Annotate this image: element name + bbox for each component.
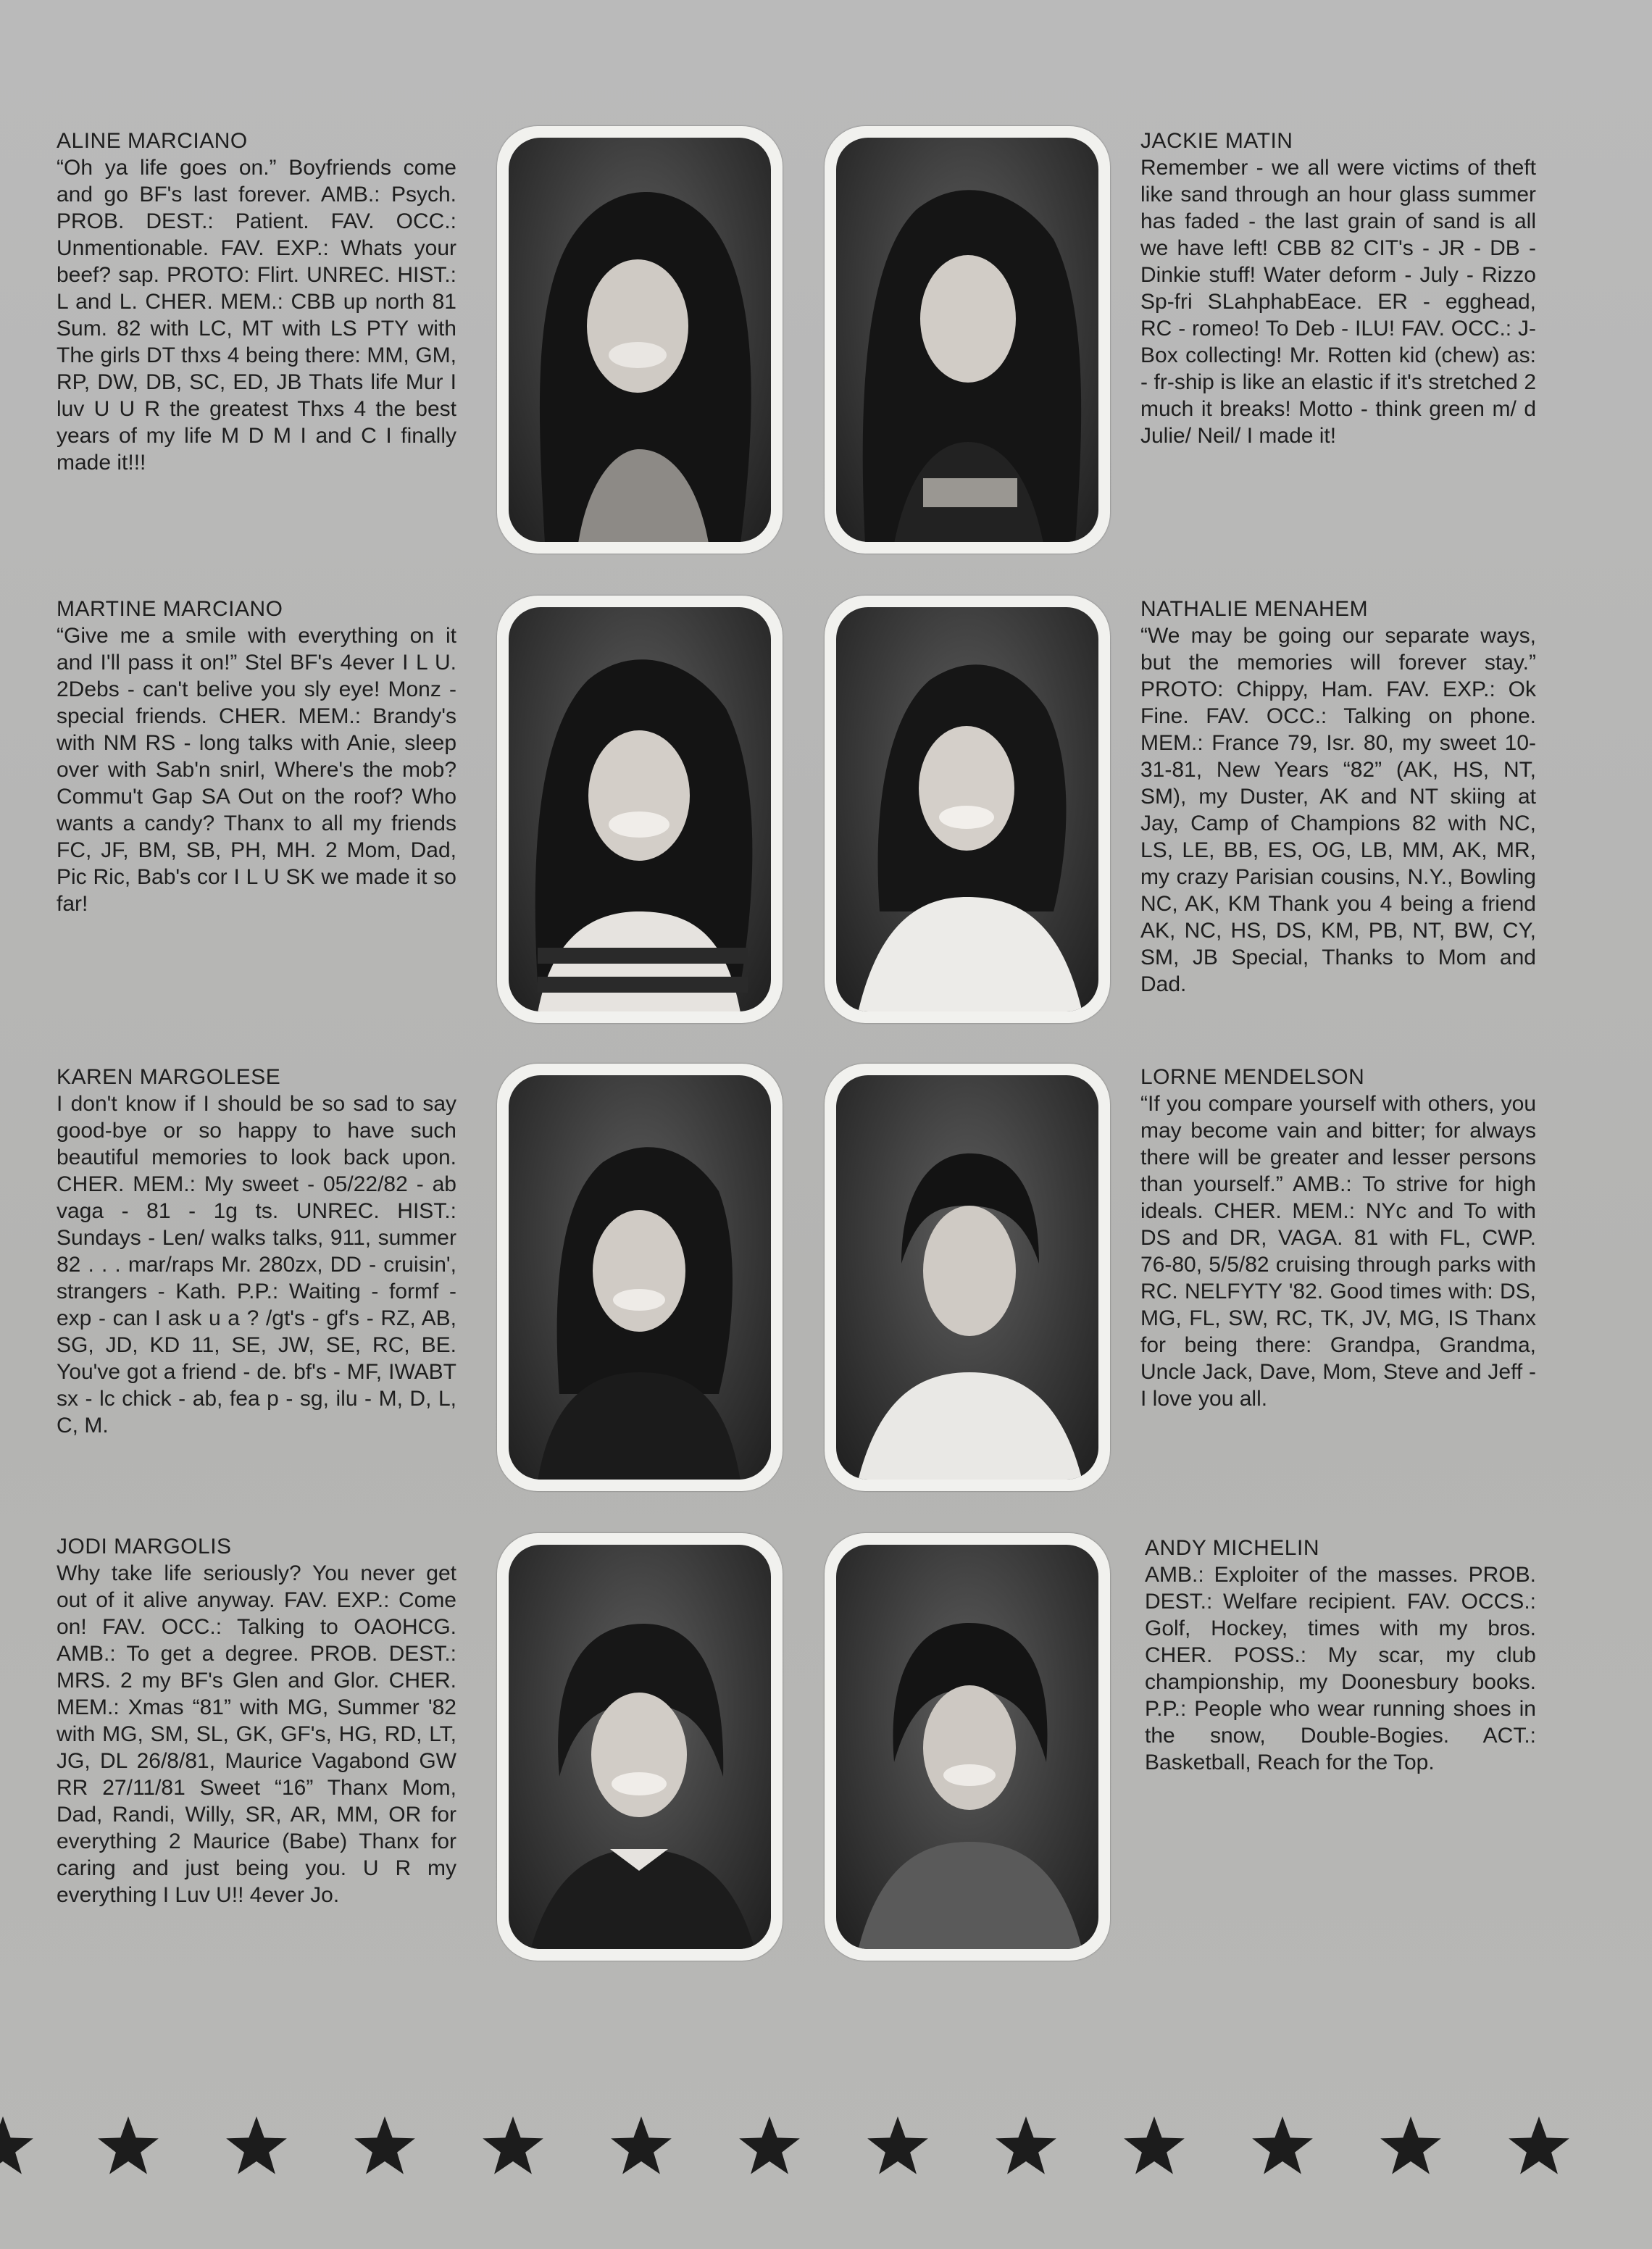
star-icon — [354, 2116, 415, 2174]
star-icon — [867, 2116, 928, 2174]
student-name: KAREN MARGOLESE — [57, 1065, 281, 1089]
star-icon — [0, 2116, 33, 2174]
portrait-photo-martine-marciano — [497, 596, 783, 1023]
student-entry-aline-marciano — [57, 128, 456, 476]
student-name: JACKIE MATIN — [1140, 129, 1293, 153]
student-entry-lorne-mendelson — [1140, 1064, 1536, 1412]
star-icon — [226, 2116, 287, 2174]
student-name: LORNE MENDELSON — [1140, 1065, 1365, 1089]
star-icon — [1380, 2116, 1441, 2174]
student-name: MARTINE MARCIANO — [57, 597, 283, 621]
student-blurb: “Give me a smile with everything on it and I'll pass it on!” Stel BF's 4ever I L U. 2Debs - can't belive you sly eye! Monz - special friends. CHER. MEM.: Brandy's with NM RS - long talks with Anie, sleep over with Sab'n snirl, Where's the mob? Commu't Gap SA Out on the roof? Who wants a candy? Thanx to all my friends FC, JF, BM, SB, PH, MH. 2 Mom, Dad, Pic Ric, Bab's cor I L U SK we made it so far! — [57, 624, 456, 916]
star-icon — [611, 2116, 672, 2174]
portrait-photo-karen-margolese — [497, 1064, 783, 1491]
star-icon — [1124, 2116, 1185, 2174]
student-blurb: AMB.: Exploiter of the masses. PROB. DEST.: Welfare recipient. FAV. OCCS.: Golf, Hockey, times with my bros. CHER. POSS.: My scar, my club championship, my Doonesbury books. P.P.: People who wear running shoes in the snow, Double-Bogies. ACT.: Basketball, Reach for the Top. — [1145, 1563, 1536, 1774]
portrait-photo-nathalie-menahem — [825, 596, 1110, 1023]
student-entry-jodi-margolis — [57, 1533, 456, 1908]
student-blurb: Remember - we all were victims of theft like sand through an hour glass summer has faded - the last grain of sand is all we have left! CBB 82 CIT's - JR - DB - Dinkie stuff! Water deform - July - Rizzo Sp-fri SLahphabEace. ER - egghead, RC - romeo! To Deb - ILU! FAV. OCC.: J-Box collecting! Mr. Rotten kid (chew) as: - fr-ship is like an elastic if it's stretched 2 much it breaks! Motto - think green m/ d Julie/ Neil/ I made it! — [1140, 156, 1536, 448]
star-icon — [1509, 2116, 1569, 2174]
student-name: NATHALIE MENAHEM — [1140, 597, 1369, 621]
star-icon — [996, 2116, 1056, 2174]
student-blurb: I don't know if I should be so sad to say good-bye or so happy to have such beautiful memories to look back upon. CHER. MEM.: My sweet - 05/22/82 - ab vaga - 81 - 1g ts. UNREC. HIST.: Sundays - Len/ walks talks, 911, summer 82 . . . mar/raps Mr. 280zx, DD - cruisin', strangers - Kath. P.P.: Waiting - formf - exp - can I ask u a ? /gt's - gf's - RZ, AB, SG, JD, KD 11, SE, JW, SE, RC, BE. You've got a friend - de. bf's - MF, IWABT sx - lc chick - ab, fea p - sg, ilu - M, D, L, C, M. — [57, 1092, 456, 1438]
portrait-photo-jodi-margolis — [497, 1533, 783, 1961]
star-icon — [98, 2116, 159, 2174]
student-entry-nathalie-menahem — [1140, 596, 1536, 998]
portrait-photo-jackie-matin — [825, 126, 1110, 554]
student-entry-martine-marciano — [57, 596, 456, 917]
student-name: ANDY MICHELIN — [1145, 1536, 1319, 1560]
portrait-photo-aline-marciano — [497, 126, 783, 554]
student-blurb: “Oh ya life goes on.” Boyfriends come and go BF's last forever. AMB.: Psych. PROB. DEST.: Patient. FAV. OCC.: Unmentionable. FAV. EXP.: Whats your beef? sap. PROTO: Flirt. UNREC. HIST.: L and L. CHER. MEM.: CBB up north 81 Sum. 82 with LC, MT with LS PTY with The girls DT thxs 4 being there: MM, GM, RP, DW, DB, SC, ED, JB Thats life Mur I luv U U R the greatest Thxs 4 the best years of my life M D M I and C I finally made it!!! — [57, 156, 456, 475]
portrait-photo-lorne-mendelson — [825, 1064, 1110, 1491]
student-entry-jackie-matin — [1140, 128, 1536, 449]
student-blurb: “If you compare yourself with others, you may become vain and bitter; for always there will be greater and lesser persons than yourself.” AMB.: To strive for high ideals. CHER. MEM.: NYc and To with DS and DR, VAGA. 81 with FL, CWP. 76-80, 5/5/82 cruising through parks with RC. NELFYTY '82. Good times with: DS, MG, FL, SW, RC, TK, JV, MG, IS Thanx for being there: Grandpa, Grandma, Uncle Jack, Dave, Mom, Steve and Jeff - I love you all. — [1140, 1092, 1536, 1411]
portrait-photo-andy-michelin — [825, 1533, 1110, 1961]
student-entry-karen-margolese — [57, 1064, 456, 1439]
student-name: JODI MARGOLIS — [57, 1535, 232, 1559]
star-icon — [483, 2116, 543, 2174]
student-blurb: “We may be going our separate ways, but the memories will forever stay.” PROTO: Chippy, Ham. FAV. EXP.: Ok Fine. FAV. OCC.: Talking on phone. MEM.: France 79, Isr. 80, my sweet 10-31-81, New Years “82” (AK, HS, NT, SM), my Duster, AK and NT skiing at Jay, Camp of Champions 82 with NC, LS, LE, BB, ES, OG, LB, MM, AK, MR, my crazy Parisian cousins, N.Y., Bowling NC, AK, KM Thank you 4 being a friend AK, NC, HS, DS, KM, PB, NT, BW, CY, SM, JB Special, Thanks to Mom and Dad. — [1140, 624, 1536, 996]
student-entry-andy-michelin — [1145, 1535, 1536, 1776]
star-icon — [1252, 2116, 1313, 2174]
student-name: ALINE MARCIANO — [57, 129, 248, 153]
student-blurb: Why take life seriously? You never get out of it alive anyway. FAV. EXP.: Come on! FAV. OCC.: Talking to OAOHCG. AMB.: To get a degree. PROB. DEST.: MRS. 2 my BF's Glen and Glor. CHER. MEM.: Xmas “81” with MG, Summer '82 with MG, SM, SL, GK, GF's, HG, RD, LT, JG, DL 26/8/81, Maurice Vagabond GW RR 27/11/81 Sweet “16” Thanx Mom, Dad, Randi, Willy, SR, AR, MM, OR for everything 2 Maurice (Babe) Thanx for caring and just being you. U R my everything I Luv U!! 4ever Jo. — [57, 1561, 456, 1907]
star-border — [0, 2108, 1652, 2188]
star-icon — [739, 2116, 800, 2174]
